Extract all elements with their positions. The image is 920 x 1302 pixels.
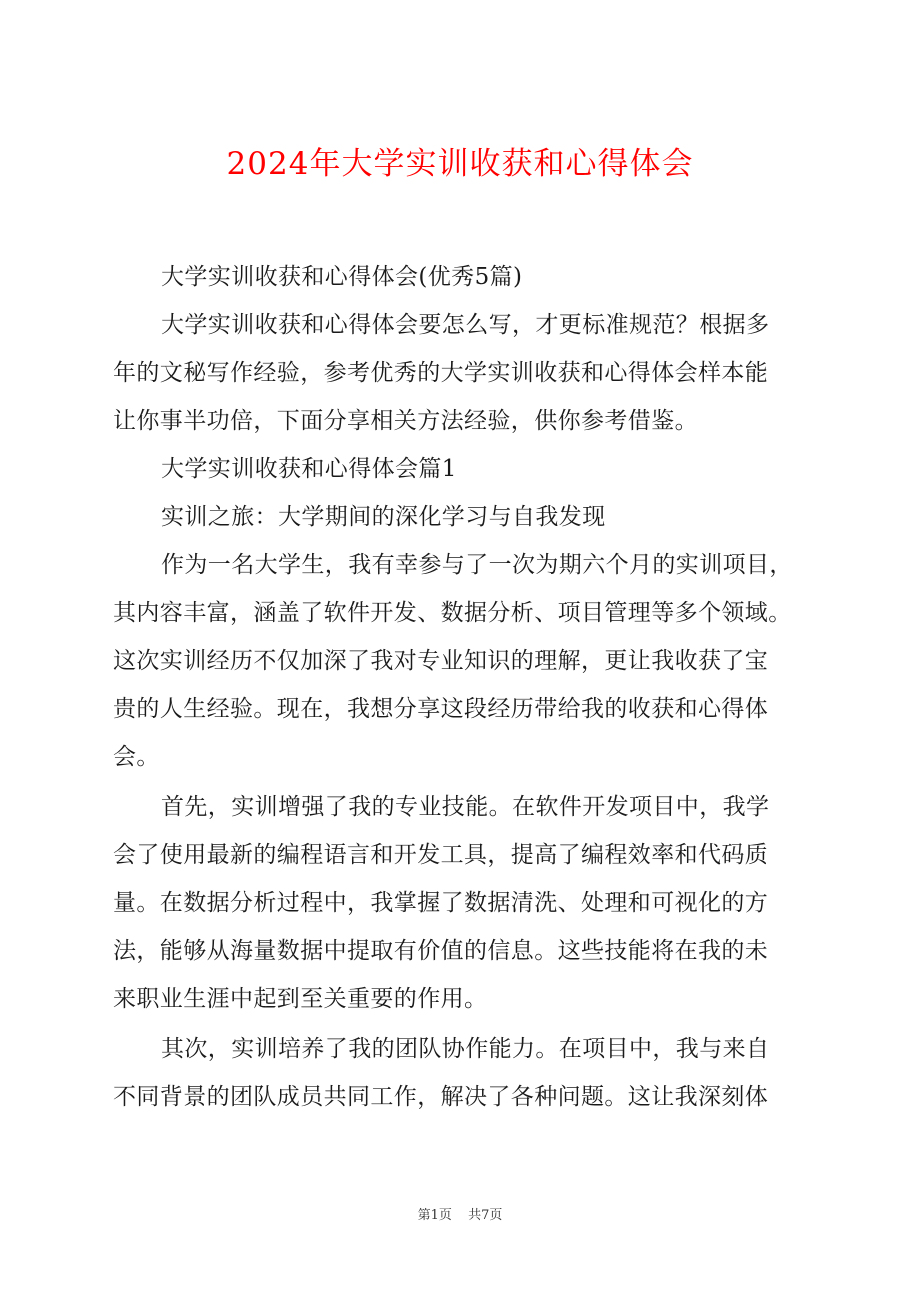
- paragraph-line: 来职业生涯中起到至关重要的作用。: [113, 986, 488, 1012]
- body-paragraph: [113, 541, 813, 781]
- paragraph-line: 不同背景的团队成员共同工作，解决了各种问题。这让我深刻体: [113, 1084, 769, 1110]
- total-pages-label: 共7页: [468, 1208, 503, 1223]
- paragraph-line: 量。在数据分析过程中，我掌握了数据清洗、处理和可视化的方: [113, 890, 769, 916]
- paragraph-line: 让你事半功倍，下面分享相关方法经验，供你参考借鉴。: [113, 408, 698, 434]
- body-paragraph: [113, 783, 813, 1023]
- body-paragraph: [113, 1025, 813, 1121]
- intro-paragraph: [113, 301, 813, 445]
- paragraph-line: 年的文秘写作经验，参考优秀的大学实训收获和心得体会样本能: [113, 360, 769, 386]
- section-heading: 大学实训收获和心得体会篇1: [161, 456, 457, 482]
- paragraph-line: 大学实训收获和心得体会要怎么写，才更标准规范？根据多: [161, 312, 770, 338]
- current-page-label: 第1页: [417, 1208, 452, 1223]
- paragraph-line: 会。: [113, 744, 160, 770]
- page-footer: [0, 1206, 920, 1226]
- paragraph-line: 这次实训经历不仅加深了我对专业知识的理解，更让我收获了宝: [113, 648, 769, 674]
- document-title: 2024年大学实训收获和心得体会: [226, 146, 694, 182]
- subtitle-line: 大学实训收获和心得体会(优秀5篇): [161, 264, 523, 290]
- essay-title: 实训之旅：大学期间的深化学习与自我发现: [161, 504, 606, 530]
- paragraph-line: 贵的人生经验。现在，我想分享这段经历带给我的收获和心得体: [113, 696, 769, 722]
- paragraph-line: 其次，实训培养了我的团队协作能力。在项目中，我与来自: [161, 1036, 770, 1062]
- paragraph-line: 其内容丰富，涵盖了软件开发、数据分析、项目管理等多个领域。: [113, 600, 792, 626]
- document-body: [113, 253, 813, 1121]
- paragraph-line: 首先，实训增强了我的专业技能。在软件开发项目中，我学: [161, 794, 770, 820]
- paragraph-line: 法，能够从海量数据中提取有价值的信息。这些技能将在我的未: [113, 938, 769, 964]
- paragraph-line: 会了使用最新的编程语言和开发工具，提高了编程效率和代码质: [113, 842, 769, 868]
- paragraph-line: 作为一名大学生，我有幸参与了一次为期六个月的实训项目，: [161, 552, 793, 578]
